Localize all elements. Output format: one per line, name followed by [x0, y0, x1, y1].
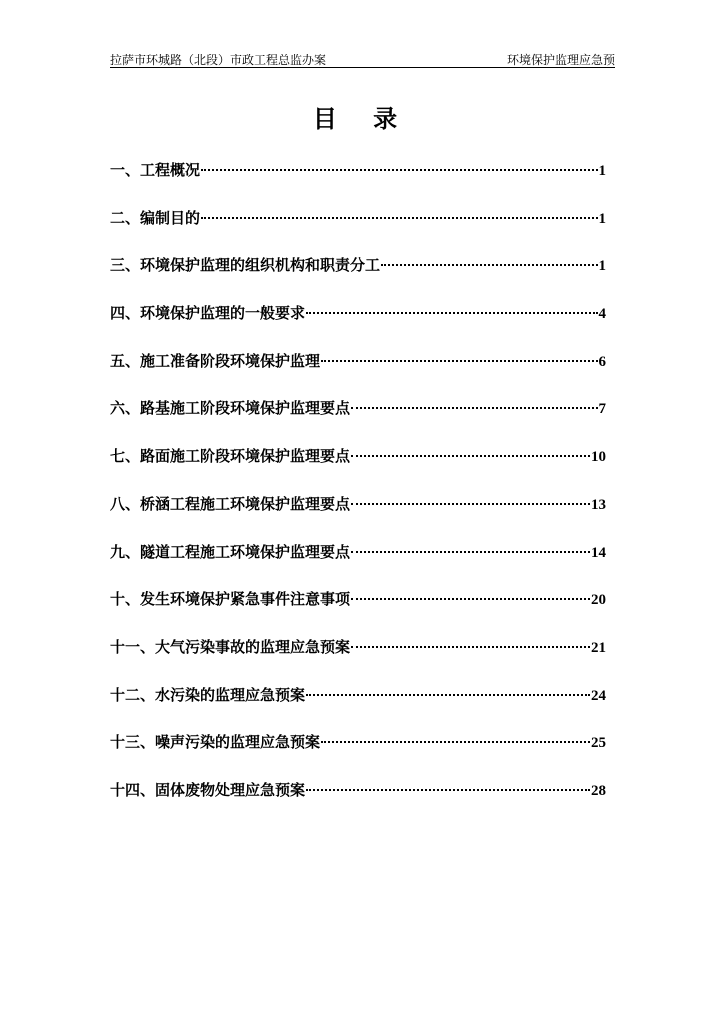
toc-entry-label: 十三、噪声污染的监理应急预案: [110, 733, 321, 752]
toc-page-number: 25: [591, 735, 606, 752]
toc-dot-leader: [321, 741, 590, 743]
toc-entry-label: 九、隧道工程施工环境保护监理要点: [110, 542, 351, 561]
toc-entry-label: 七、路面施工阶段环境保护监理要点: [110, 447, 351, 466]
toc-entry-label: 二、编制目的: [110, 208, 201, 227]
toc-entry-label: 四、环境保护监理的一般要求: [110, 304, 306, 323]
toc-dot-leader: [381, 264, 597, 266]
toc-dot-leader: [306, 789, 590, 791]
toc-entry[interactable]: [110, 351, 606, 399]
toc-dot-leader: [351, 407, 597, 409]
toc-entry-label: 十一、大气污染事故的监理应急预案: [110, 637, 351, 656]
toc-entry-label: 十二、水污染的监理应急预案: [110, 685, 306, 704]
table-of-contents: [110, 160, 606, 828]
toc-page-number: 1: [598, 163, 606, 179]
toc-entry[interactable]: [110, 398, 606, 446]
toc-dot-leader: [306, 694, 590, 696]
toc-entry[interactable]: [110, 494, 606, 542]
toc-page-number: 6: [598, 353, 606, 370]
toc-entry-label: 六、路基施工阶段环境保护监理要点: [110, 399, 351, 418]
header-right-text: 环境保护监理应急预: [506, 53, 615, 67]
toc-entry[interactable]: [110, 732, 606, 780]
toc-dot-leader: [351, 503, 590, 505]
toc-entry-label: 十四、固体废物处理应急预案: [110, 780, 306, 799]
toc-page-number: 10: [591, 449, 606, 466]
toc-dot-leader: [306, 312, 597, 314]
toc-page-number: 13: [591, 496, 606, 513]
toc-entry-label: 八、桥涵工程施工环境保护监理要点: [110, 494, 351, 513]
toc-page-number: 7: [598, 401, 606, 418]
toc-entry[interactable]: [110, 685, 606, 733]
header-left-text: 拉萨市环城路（北段）市政工程总监办案: [110, 54, 327, 67]
toc-dot-leader: [351, 646, 590, 648]
toc-page-number: 21: [591, 639, 606, 656]
toc-entry[interactable]: [110, 542, 606, 590]
toc-page-number: 24: [591, 687, 606, 704]
toc-page-number: 4: [598, 306, 606, 323]
header-rule: [110, 67, 615, 68]
toc-entry[interactable]: [110, 208, 606, 256]
toc-entry[interactable]: [110, 303, 606, 351]
toc-dot-leader: [351, 598, 590, 600]
toc-dot-leader: [201, 169, 597, 171]
toc-entry[interactable]: [110, 637, 606, 685]
toc-entry-label: 三、环境保护监理的组织机构和职责分工: [110, 256, 381, 275]
toc-dot-leader: [201, 217, 597, 219]
toc-entry-label: 五、施工准备阶段环境保护监理: [110, 351, 321, 370]
toc-entry[interactable]: [110, 589, 606, 637]
toc-page-number: 20: [591, 592, 606, 609]
page-header: [110, 54, 615, 84]
toc-entry[interactable]: [110, 255, 606, 303]
toc-dot-leader: [351, 455, 590, 457]
toc-entry[interactable]: [110, 780, 606, 828]
page-title: 目 录: [312, 105, 412, 133]
toc-dot-leader: [351, 551, 590, 553]
toc-entry-label: 一、工程概况: [110, 161, 201, 179]
toc-dot-leader: [321, 360, 597, 362]
toc-page-number: 1: [598, 210, 606, 227]
toc-page-number: 1: [598, 258, 606, 275]
toc-entry[interactable]: [110, 446, 606, 494]
toc-page-number: 28: [591, 782, 606, 799]
toc-entry-label: 十、发生环境保护紧急事件注意事项: [110, 590, 351, 609]
toc-page-number: 14: [591, 544, 606, 561]
toc-entry[interactable]: [110, 160, 606, 208]
